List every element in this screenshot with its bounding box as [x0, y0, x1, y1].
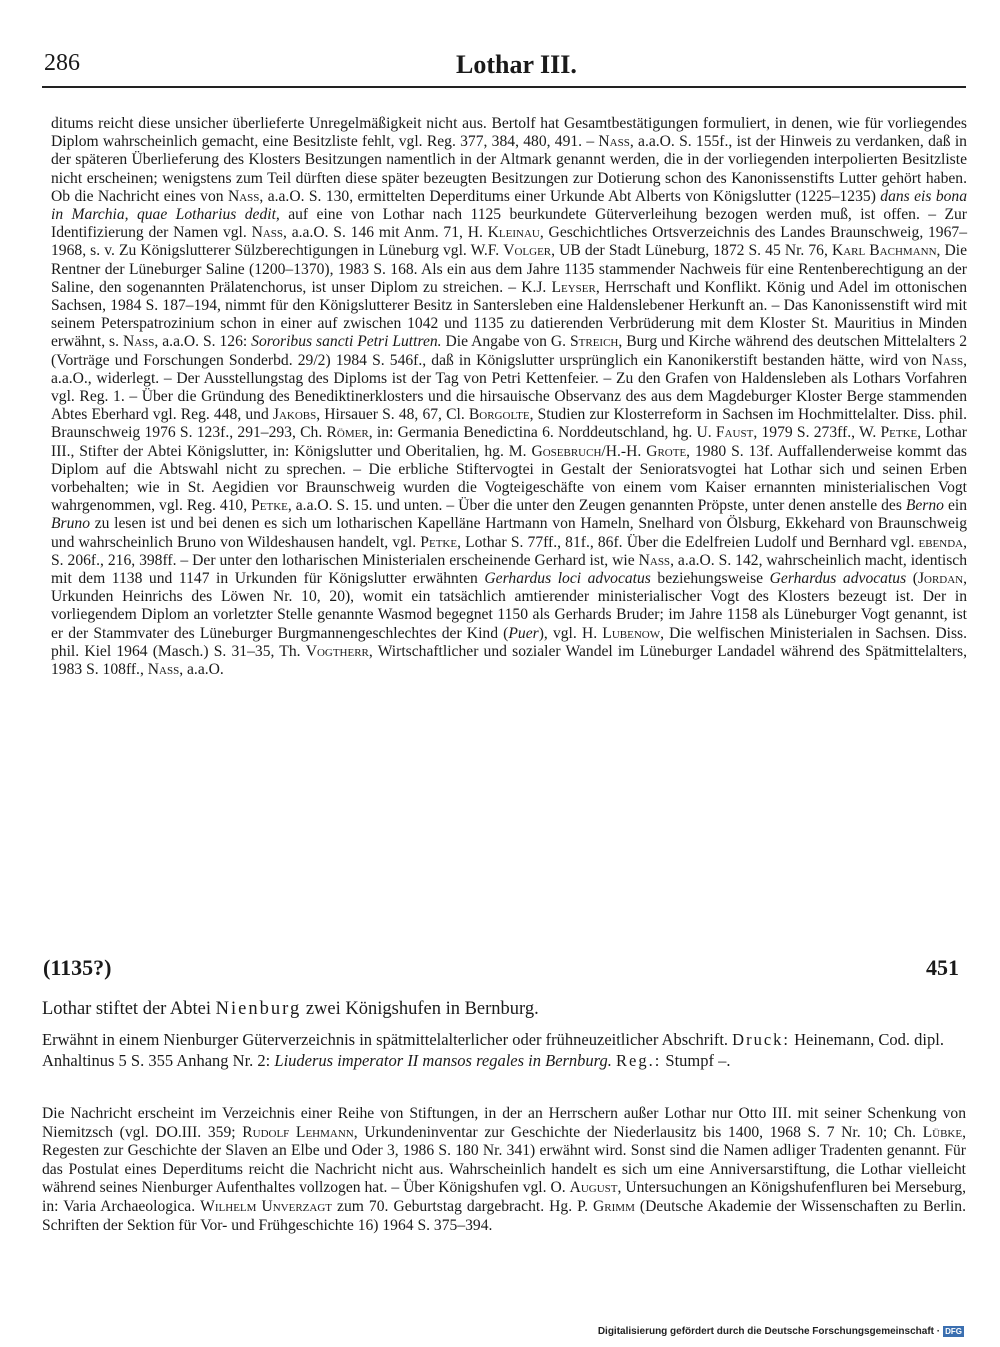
footer-credit: [598, 1326, 964, 1337]
running-title: Lothar III.: [456, 50, 577, 79]
header-rule: [42, 86, 966, 88]
commentary-text: ditums reicht diese unsicher überlieferte Unregelmäßigkeit nicht aus. Bertolf hat Gesamtbestätigungen formuliert, in denen, wie für vorliegendes Diplom wahrscheinlich gemacht, eine Besitzliste fehlt, vgl. Reg. 377, 384, 480, 491. – Nass, a.a.O. S. 155f., ist der Hinweis zu verdanken, daß in der späteren Überlieferung des Klosters Besitzungen namentlich in der Altmark genannt werden, die in der vorliegenden interpolierten Besitzliste nicht erscheinen; wenigstens zum Teil dürften diese später bezeugten Besitzungen zur Dotierung schon des Kanonissenstifts Lutter gehört haben. Ob die Nachricht eines von Nass, a.a.O. S. 130, ermittelten Deperditums einer Urkunde Abt Alberts von Königslutter (1225–1235) dans eis bona in Marchia, quae Lotharius dedit, auf eine von Lothar nach 1125 beurkundete Güterverleihung bezogen werden muß, ist offen. – Zur Identifizierung der Namen vgl. Nass, a.a.O. S. 146 mit Anm. 71, H. Kleinau, Geschichtliches Ortsverzeichnis des Landes Braunschweig, 1967–1968, s. v. Zu Königslutterer Sülzberechtigungen in Lüneburg vgl. W.F. Volger, UB der Stadt Lüneburg, 1872 S. 45 Nr. 76, Karl Bachmann, Die Rentner der Lüneburger Saline (1200–1370), 1983 S. 168. Als ein aus dem Jahre 1135 stammender Nachweis für eine Rentenberechtigung an der Saline, den sogenannten Prälatenchorus, ist unser Diplom zu streichen. – K.J. Leyser, Herrschaft und Konflikt. König und Adel im ottonischen Sachsen, 1984 S. 187–194, nimmt für den Königslutterer Besitz in Santersleben eine Haldenslebener Herkunft an. – Das Kanonissenstift wird mit seinem Peterspatrozinium schon in einer auf zwischen 1042 und 1135 zu datierenden Verbrüderung mit dem Kloster St. Mauritius in Minden erwähnt, s. Nass, a.a.O. S. 126: Sororibus sancti Petri Luttren. Die Angabe von G. Streich, Burg und Kirche während des deutschen Mittelalters 2 (Vorträge und Forschungen Sonderbd. 29/2) 1984 S. 546f., daß in Königslutter ursprünglich ein Kanonikerstift bestanden hätte, wird von Nass, a.a.O., widerlegt. – Der Ausstellungstag des Diploms ist der Tag von Petri Kettenfeier. – Zu den Grafen von Haldensleben als Lothars Vorfahren vgl. Reg. 1. – Über die Gründung des Benediktinerklosters und die hirsauische Observanz des aus dem Magdeburger Kloster Berge stammenden Abtes Eberhard vgl. Reg. 448, und Jakobs, Hirsauer S. 48, 67, Cl. Borgolte, Studien zur Klosterreform in Sachsen im Hochmittelalter. Diss. phil. Braunschweig 1976 S. 123f., 291–293, Ch. Römer, in: Germania Benedictina 6. Norddeutschland, hg. U. Faust, 1979 S. 273ff., W. Petke, Lothar III., Stifter der Abtei Königslutter, in: Königslutter und Oberitalien, hg. M. Gosebruch/H.-H. Grote, 1980 S. 13f. Auffallenderweise kommt das Diplom auf die Abtswahl nicht zu sprechen. – Die erbliche Stiftervogtei in Gestalt der Senioratsvogtei hat Lothar sich und seinen Erben vorbehalten; wie in St. Aegidien vor Braunschweig wurden die Vogteigeschäfte von einem vom Kaiser ernannten ministerialischen Vogt wahrgenommen, vgl. Reg. 410, Petke, a.a.O. S. 15. und unten. – Über die unter den Zeugen genannten Pröpste, unter denen anstelle des Berno ein Bruno zu lesen ist und bei denen es sich um lotharischen Kapelläne Hartmann von Hameln, Snelhard von Ölsburg, Ekkehard von Braunschweig und wahrscheinlich Bruno von Wildeshausen handelt, vgl. Petke, Lothar S. 77ff., 81f., 86f. Über die Edelfreien Ludolf und Bernhard vgl. ebenda, S. 206f., 216, 398ff. – Der unter den lotharischen Ministerialen erscheinende Gerhard ist, wie Nass, a.a.O. S. 142, wahrscheinlich macht, identisch mit dem 1138 und 1147 in Urkunden für Königslutter erwähnten Gerhardus loci advocatus beziehungsweise Gerhardus advocatus (Jordan, Urkunden Heinrichs des Löwen Nr. 10, 20), womit ein tatsächlich amtierender ministerialischer Vogt des Klosters bezeugt ist. Der in vorliegendem Diplom an vorletzter Stelle genannte Wasmod begegnet 1150 als Gerhards Bruder; im Jahre 1158 als Lüneburger Vogt genannt, ist er der Stammvater des Lüneburger Burgmannengeschlechtes der Kind (Puer), vgl. H. Lubenow, Die welfischen Ministerialen in Sachsen. Diss. phil. Kiel 1964 (Masch.) S. 31–35, Th. Vogtherr, Wirtschaftlicher und sozialer Wandel im Lüneburger Landadel während des Spätmittelalters, 1983 S. 108ff., Nass, a.a.O.: [51, 115, 968, 679]
page-number: 286: [44, 50, 80, 76]
dfg-logo: DFG: [945, 1327, 962, 1336]
entry-date: (1135?): [43, 955, 112, 980]
entry-commentary: Die Nachricht erscheint im Verzeichnis einer Reihe von Stiftungen, in der an Herrschern außer Lothar nur Otto III. mit seiner Schenkung von Niemitzsch (vgl. DO.III. 359; Rudolf Lehmann, Urkundeninventar zur Geschichte der Niederlausitz bis 1400, 1968 S. 7 Nr. 10; Ch. Lübke, Regesten zur Geschichte der Slaven an Elbe und Oder 3, 1986 S. 180 Nr. 341) erwähnt wird. Sonst sind die Namen adliger Tradenten genannt. Für das Postulat eines Deperditums reicht die Nachricht nicht aus. Wahrscheinlich handelt es sich um eine Anniversarstiftung, die Lothar vielleicht während seines Nienburger Aufenthaltes vollzogen hat. – Über Königshufen vgl. O. August, Untersuchungen an Königshufenfluren bei Merseburg, in: Varia Archaeologica. Wilhelm Unverzagt zum 70. Geburtstag dargebracht. Hg. P. Grimm (Deutsche Akademie der Wissenschaften zu Berlin. Schriften der Sektion für Vor- und Frühgeschichte 16) 1964 S. 375–394.: [42, 1105, 966, 1234]
regest-summary: Lothar stiftet der Abtei Nienburg zwei Königshufen in Bernburg.: [42, 999, 539, 1019]
footer-credit-text: Digitalisierung gefördert durch die Deutsche Forschungsgemeinschaft ·: [597, 1326, 941, 1337]
entry-number: 451: [926, 955, 959, 980]
transmission-note: Erwähnt in einem Nienburger Güterverzeichnis in spätmittelalterlicher oder frühneuzeitlicher Abschrift. Druck: Heinemann, Cod. dipl. Anhaltinus 5 S. 355 Anhang Nr. 2: Liuderus imperator II mansos regales in Bernburg. Reg.: Stumpf –.: [42, 1030, 944, 1070]
